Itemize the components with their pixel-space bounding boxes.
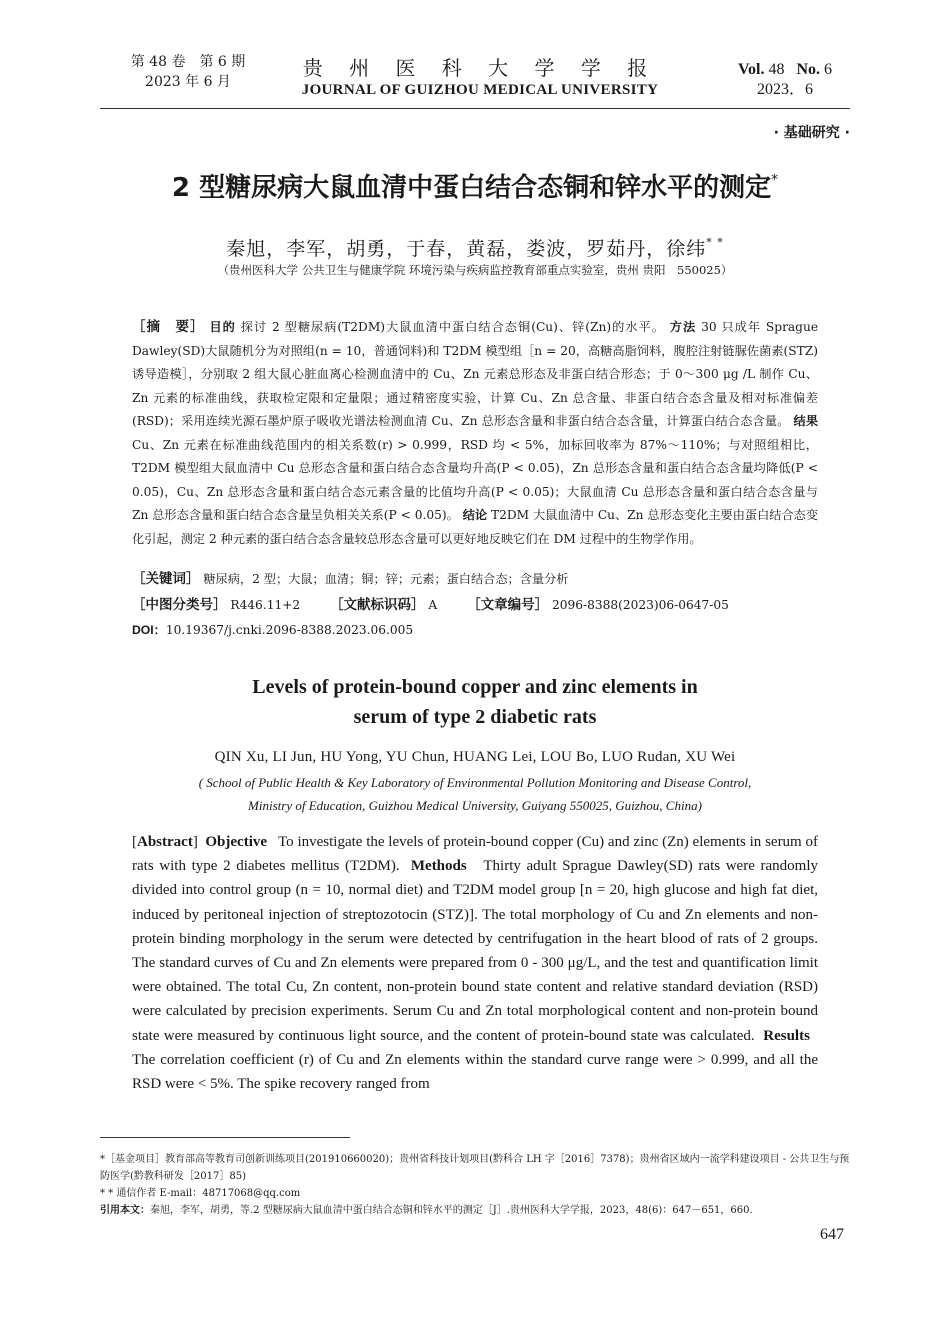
citation-note	[100, 1202, 850, 1219]
vol-number: 48	[768, 61, 785, 78]
vol-label: Vol.	[737, 61, 765, 78]
objective-cn: 探讨 2 型糖尿病(T2DM)大鼠血清中蛋白结合态铜(Cu)、锌(Zn)的水平。	[240, 320, 665, 334]
doi-label: DOI：	[132, 623, 166, 637]
clc-label: ［中图分类号］	[132, 597, 227, 613]
methods-en: Thirty adult Sprague Dawley(SD) rats were randomly divided into control group (n = 10, normal diet) and T2DM model group [n = 20, high glucose and high fat diet, induced by peritoneal injection of streptozotocin (STZ)]. The total morphology of Cu and Zn elements and non-protein binding morphology in the serum were detected by centrifugation in the heart blood of rats of 2 groups. The standard curves of Cu and Zn elements were prepared from 0 - 300 μg/L, and the test and quantification limit were obtained. The total Cu, Zn content, non-protein bound state content and relative standard deviation (RSD) were calculated by precision experiments. Serum Cu and Zn total morphological content and non-protein bound state were measured by continuous light source, and the content of protein-bound state was calculated.	[132, 858, 819, 1044]
objective-en: To investigate the levels of protein-bound copper (Cu) and zinc (Zn) elements in serum of rats with type 2 diabetes mellitus (T2DM).	[132, 834, 818, 875]
date-cn: 2023 年 6 月	[145, 74, 231, 90]
results-cn: Cu、Zn 元素在标准曲线范围内的相关系数(r) > 0.999，RSD 均 < 5%，加标回收率为 87%～110%；与对照组相比，T2DM 模型组大鼠血清中 Cu 总形态含量和蛋白结合态含量均升高(P < 0.05)，Zn 总形态含量和蛋白结合态含量均降低(P < 0.05)，Cu、Zn 总形态含量和蛋白结合态元素含量的比值均升高(P < 0.05)；大鼠血清 Cu 总形态含量和蛋白结合态含量与 Zn 总形态含量和蛋白结合态含量呈负相关关系(P < 0.05)。	[132, 437, 818, 522]
no-label: No.	[796, 61, 821, 78]
issue-info-en	[720, 60, 850, 100]
affiliation-en	[100, 771, 850, 817]
abstract-en: [Abstract] Objective To investigate the levels of protein-bound copper (Cu) and zinc (Zn) elements in serum of rats with type 2 diabetes mellitus (T2DM). Methods Thirty adult Sprague Dawley(SD) rats were randomly divided into control group (n = 10, normal diet) and T2DM model group [n = 20, high glucose and high fat diet, induced by peritoneal injection of streptozotocin (STZ)]. The total morphology of Cu and Zn elements and non-protein binding morphology in the serum were detected by centrifugation in the heart blood of rats of 2 groups. The standard curves of Cu and Zn elements were prepared from 0 - 300 μg/L, and the test and quantification limit were obtained. The total Cu, Zn content, non-protein bound state content and relative standard deviation (RSD) were calculated by precision experiments. Serum Cu and Zn total morphological content and non-protein bound state were measured by continuous light source, and the content of protein-bound state was calculated. Results The correlation coefficient (r) of Cu and Zn elements within the standard curve range were > 0.999, and all the RSD were < 5%. The spike recovery ranged from	[132, 834, 819, 1093]
methods-cn: 30 只成年 Sprague Dawley(SD)大鼠随机分为对照组(n = 10，普通饲料)和 T2DM 模型组［n = 20，高糖高脂饲料，腹腔注射链脲佐菌素(STZ)诱导造模］，分别取 2 组大鼠心脏血离心检测血清中的 Cu、Zn 元素总形态及非蛋白结合形态；于 0～300 μg /L 制作 Cu、Zn 元素的标准曲线，获取检定限和定量限；通过精密度实验，计算 Cu、Zn 总含量、非蛋白结合态含量及相对标准偏差(RSD)；采用连续光源石墨炉原子吸收光谱法检测血清 Cu、Zn 总形态含量和非蛋白结合态含量，计算蛋白结合态含量。	[132, 320, 819, 428]
affiliation-en-line-1: ( School of Public Health & Key Laboratory of Environmental Pollution Monitoring and Disease Control,	[198, 775, 752, 790]
title-cn-text: 2 型糖尿病大鼠血清中蛋白结合态铜和锌水平的测定	[171, 173, 772, 203]
citation-text: 秦旭，李军，胡勇，等.2 型糖尿病大鼠血清中蛋白结合态铜和锌水平的测定［J］.贵州医科大学学报，2023，48(6)：647－651，660.	[150, 1205, 753, 1216]
corresponding-mark: * *	[706, 236, 724, 249]
doi-value[interactable]: 10.19367/j.cnki.2096-8388.2023.06.005	[165, 623, 414, 637]
volume-issue-cn: 第 48 卷 第 6 期	[130, 54, 246, 70]
title-en-line-1: Levels of protein-bound copper and zinc elements in	[252, 676, 698, 698]
authors-cn	[100, 228, 850, 264]
article-number: 2096-8388(2023)06-0647-05	[551, 598, 729, 612]
footnotes	[100, 1151, 850, 1219]
journal-name-cn: 贵 州 医 科 大 学 学 报	[302, 56, 658, 80]
classification-row	[132, 594, 818, 616]
methods-label-cn: 方法	[669, 320, 697, 334]
title-fund-mark: *	[771, 172, 779, 188]
journal-name-en: JOURNAL OF GUIZHOU MEDICAL UNIVERSITY	[301, 82, 659, 98]
conclusion-label-cn: 结论	[462, 508, 488, 522]
abstract-cn	[132, 316, 818, 551]
section-tag: · 基础研究 ·	[773, 125, 850, 141]
doi-row	[132, 619, 818, 641]
methods-label-en: Methods	[410, 858, 467, 875]
keywords-text-cn: 糖尿病，2 型；大鼠；血清；铜；锌；元素；蛋白结合态；含量分析	[203, 572, 569, 586]
doc-code-label: ［文献标识码］	[330, 597, 425, 613]
results-label-cn: 结果	[793, 414, 819, 428]
affiliation-cn: （贵州医科大学 公共卫生与健康学院 环境污染与疾病监控教育部重点实验室，贵州 贵阳 550025）	[217, 263, 733, 277]
results-en: The correlation coefficient (r) of Cu and Zn elements within the standard curve range were > 0.999, and all the RSD were < 5%. The spike recovery ranged from	[132, 1051, 818, 1093]
doc-code: A	[428, 598, 438, 612]
corresponding-note: * * 通信作者 E-mail：48717068@qq.com	[100, 1188, 301, 1199]
objective-label-en: Objective	[205, 834, 268, 850]
no-number: 6	[824, 61, 833, 78]
authors-en: QIN Xu, LI Jun, HU Yong, YU Chun, HUANG Lei, LOU Bo, LUO Rudan, XU Wei	[214, 749, 736, 765]
article-number-label: ［文章编号］	[467, 597, 549, 613]
citation-label: 引用本文：	[100, 1205, 150, 1216]
page-number: 647	[820, 1226, 844, 1243]
keywords-label-cn: ［关键词］	[132, 571, 200, 587]
objective-label-cn: 目的	[209, 320, 236, 334]
fund-note: *［基金项目］教育部高等教育司创新训练项目(201910660020)；贵州省科技计划项目(黔科合 LH 字［2016］7378)；贵州省区域内一流学科建设项目 - 公共卫生与预防医学(黔教科研发［2017］85)	[100, 1154, 850, 1182]
title-en-line-2: serum of type 2 diabetic rats	[353, 706, 597, 728]
issue-info-cn	[118, 52, 258, 92]
clc-number: R446.11+2	[230, 598, 301, 612]
results-label-en: Results	[763, 1027, 810, 1044]
title-en	[100, 672, 850, 732]
title-cn	[100, 160, 850, 208]
keywords-cn	[132, 568, 818, 590]
abstract-label-cn: ［摘 要］	[132, 319, 205, 335]
year-month: 2023．6	[756, 81, 813, 98]
authors-cn-text: 秦旭，李军，胡勇，于春，黄磊，娄波，罗茹丹，徐纬	[226, 238, 707, 260]
journal-name	[270, 55, 690, 99]
affiliation-en-line-2: Ministry of Education, Guizhou Medical University, Guiyang 550025, Guizhou, China)	[248, 798, 702, 813]
header-rule	[100, 108, 850, 109]
abstract-label-en: Abstract	[137, 834, 193, 850]
conclusion-cn: T2DM 大鼠血清中 Cu、Zn 总形态变化主要由蛋白结合态变化引起，测定 2 种元素的蛋白结合态含量较总形态含量可以更好地反映它们在 DM 过程中的生物学作用。	[132, 508, 819, 546]
footnote-rule	[100, 1137, 350, 1138]
